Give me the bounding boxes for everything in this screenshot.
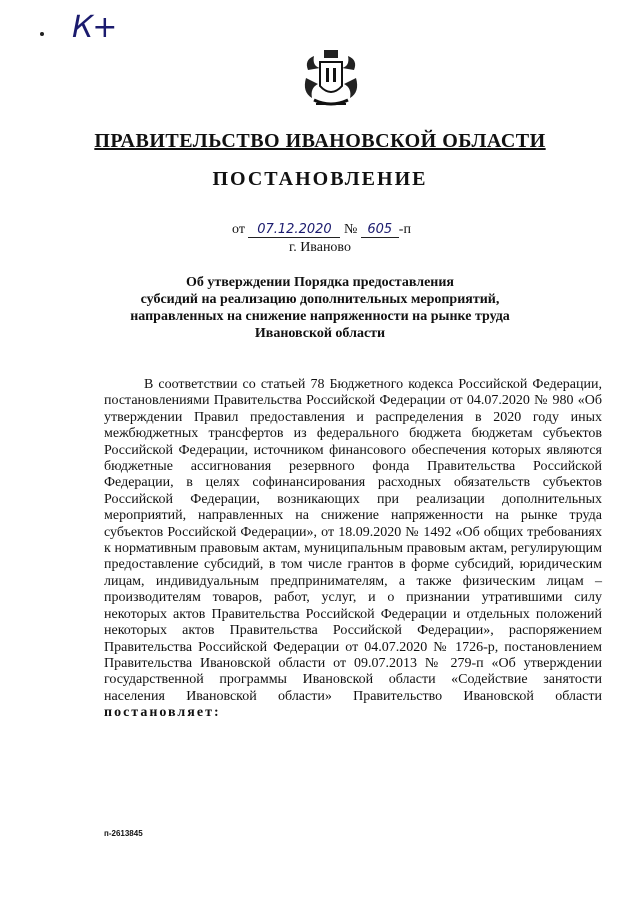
- decree-word: постановляет:: [104, 705, 221, 721]
- document-subject: [120, 274, 520, 342]
- handwritten-note: К+: [72, 10, 117, 45]
- document-body: [104, 377, 602, 722]
- body-paragraph-text: В соответствии со статьей 78 Бюджетного кодекса Российской Федерации, постановлениями Правительства Российской Федерации от 04.07.2020 № 980 «Об утверждении Правил предоставления и распределения в 2020 году иных межбюджетных трансфертов из федерального бюджета бюджетам субъектов Российской Федерации, источником финансового обеспечения которых являются бюджетные ассигнования резервного фонда Правительства Российской Федерации, в целях софинансирования расходных обязательств субъектов Российской Федерации, возникающих при реализации дополнительных мероприятий, направленных на снижение напряженности на рынке труда субъектов Российской Федерации», от 18.09.2020 № 1492 «Об общих требованиях к нормативным правовым актам, муниципальным правовым актам, регулирующим предоставление субсидий, в том числе грантов в форме субсидий, юридическим лицам, индивидуальным предпринимателям, а также физическим лицам – производителям товаров, работ, услуг, и о признании утратившими силу некоторых актов Правительства Российской Федерации и отдельных положений некоторых актов Правительства Российской Федерации», распоряжением Правительства Российской Федерации от 04.07.2020 № 1726-р, постановлением Правительства Ивановской области от 09.07.2013 № 279-п «Об утверждении государственной программы Ивановской области «Содействие занятости населения Ивановской области» Правительство Ивановской области: [104, 377, 602, 704]
- document-type: ПОСТАНОВЛЕНИЕ: [212, 168, 428, 190]
- organization-title: ПРАВИТЕЛЬСТВО ИВАНОВСКОЙ ОБЛАСТИ: [94, 130, 546, 152]
- subject-line: субсидий на реализацию дополнительных мероприятий,: [140, 292, 500, 307]
- body-paragraph: [104, 377, 602, 722]
- document-code: п-2613845: [104, 829, 143, 838]
- number-value: 605: [361, 222, 399, 238]
- subject-line: Ивановской области: [254, 326, 386, 341]
- subject-line: направленных на снижение напряженности на рынке труда: [130, 309, 510, 324]
- number-sign: №: [343, 222, 358, 237]
- date-number-line: [232, 222, 411, 238]
- number-suffix: -п: [398, 222, 411, 237]
- city: г. Иваново: [289, 240, 351, 255]
- date-prefix: от: [232, 222, 245, 237]
- corner-mark: [40, 32, 44, 36]
- coat-of-arms-icon: [300, 48, 362, 110]
- date-value: 07.12.2020: [248, 222, 340, 238]
- subject-line: Об утверждении Порядка предоставления: [185, 275, 455, 290]
